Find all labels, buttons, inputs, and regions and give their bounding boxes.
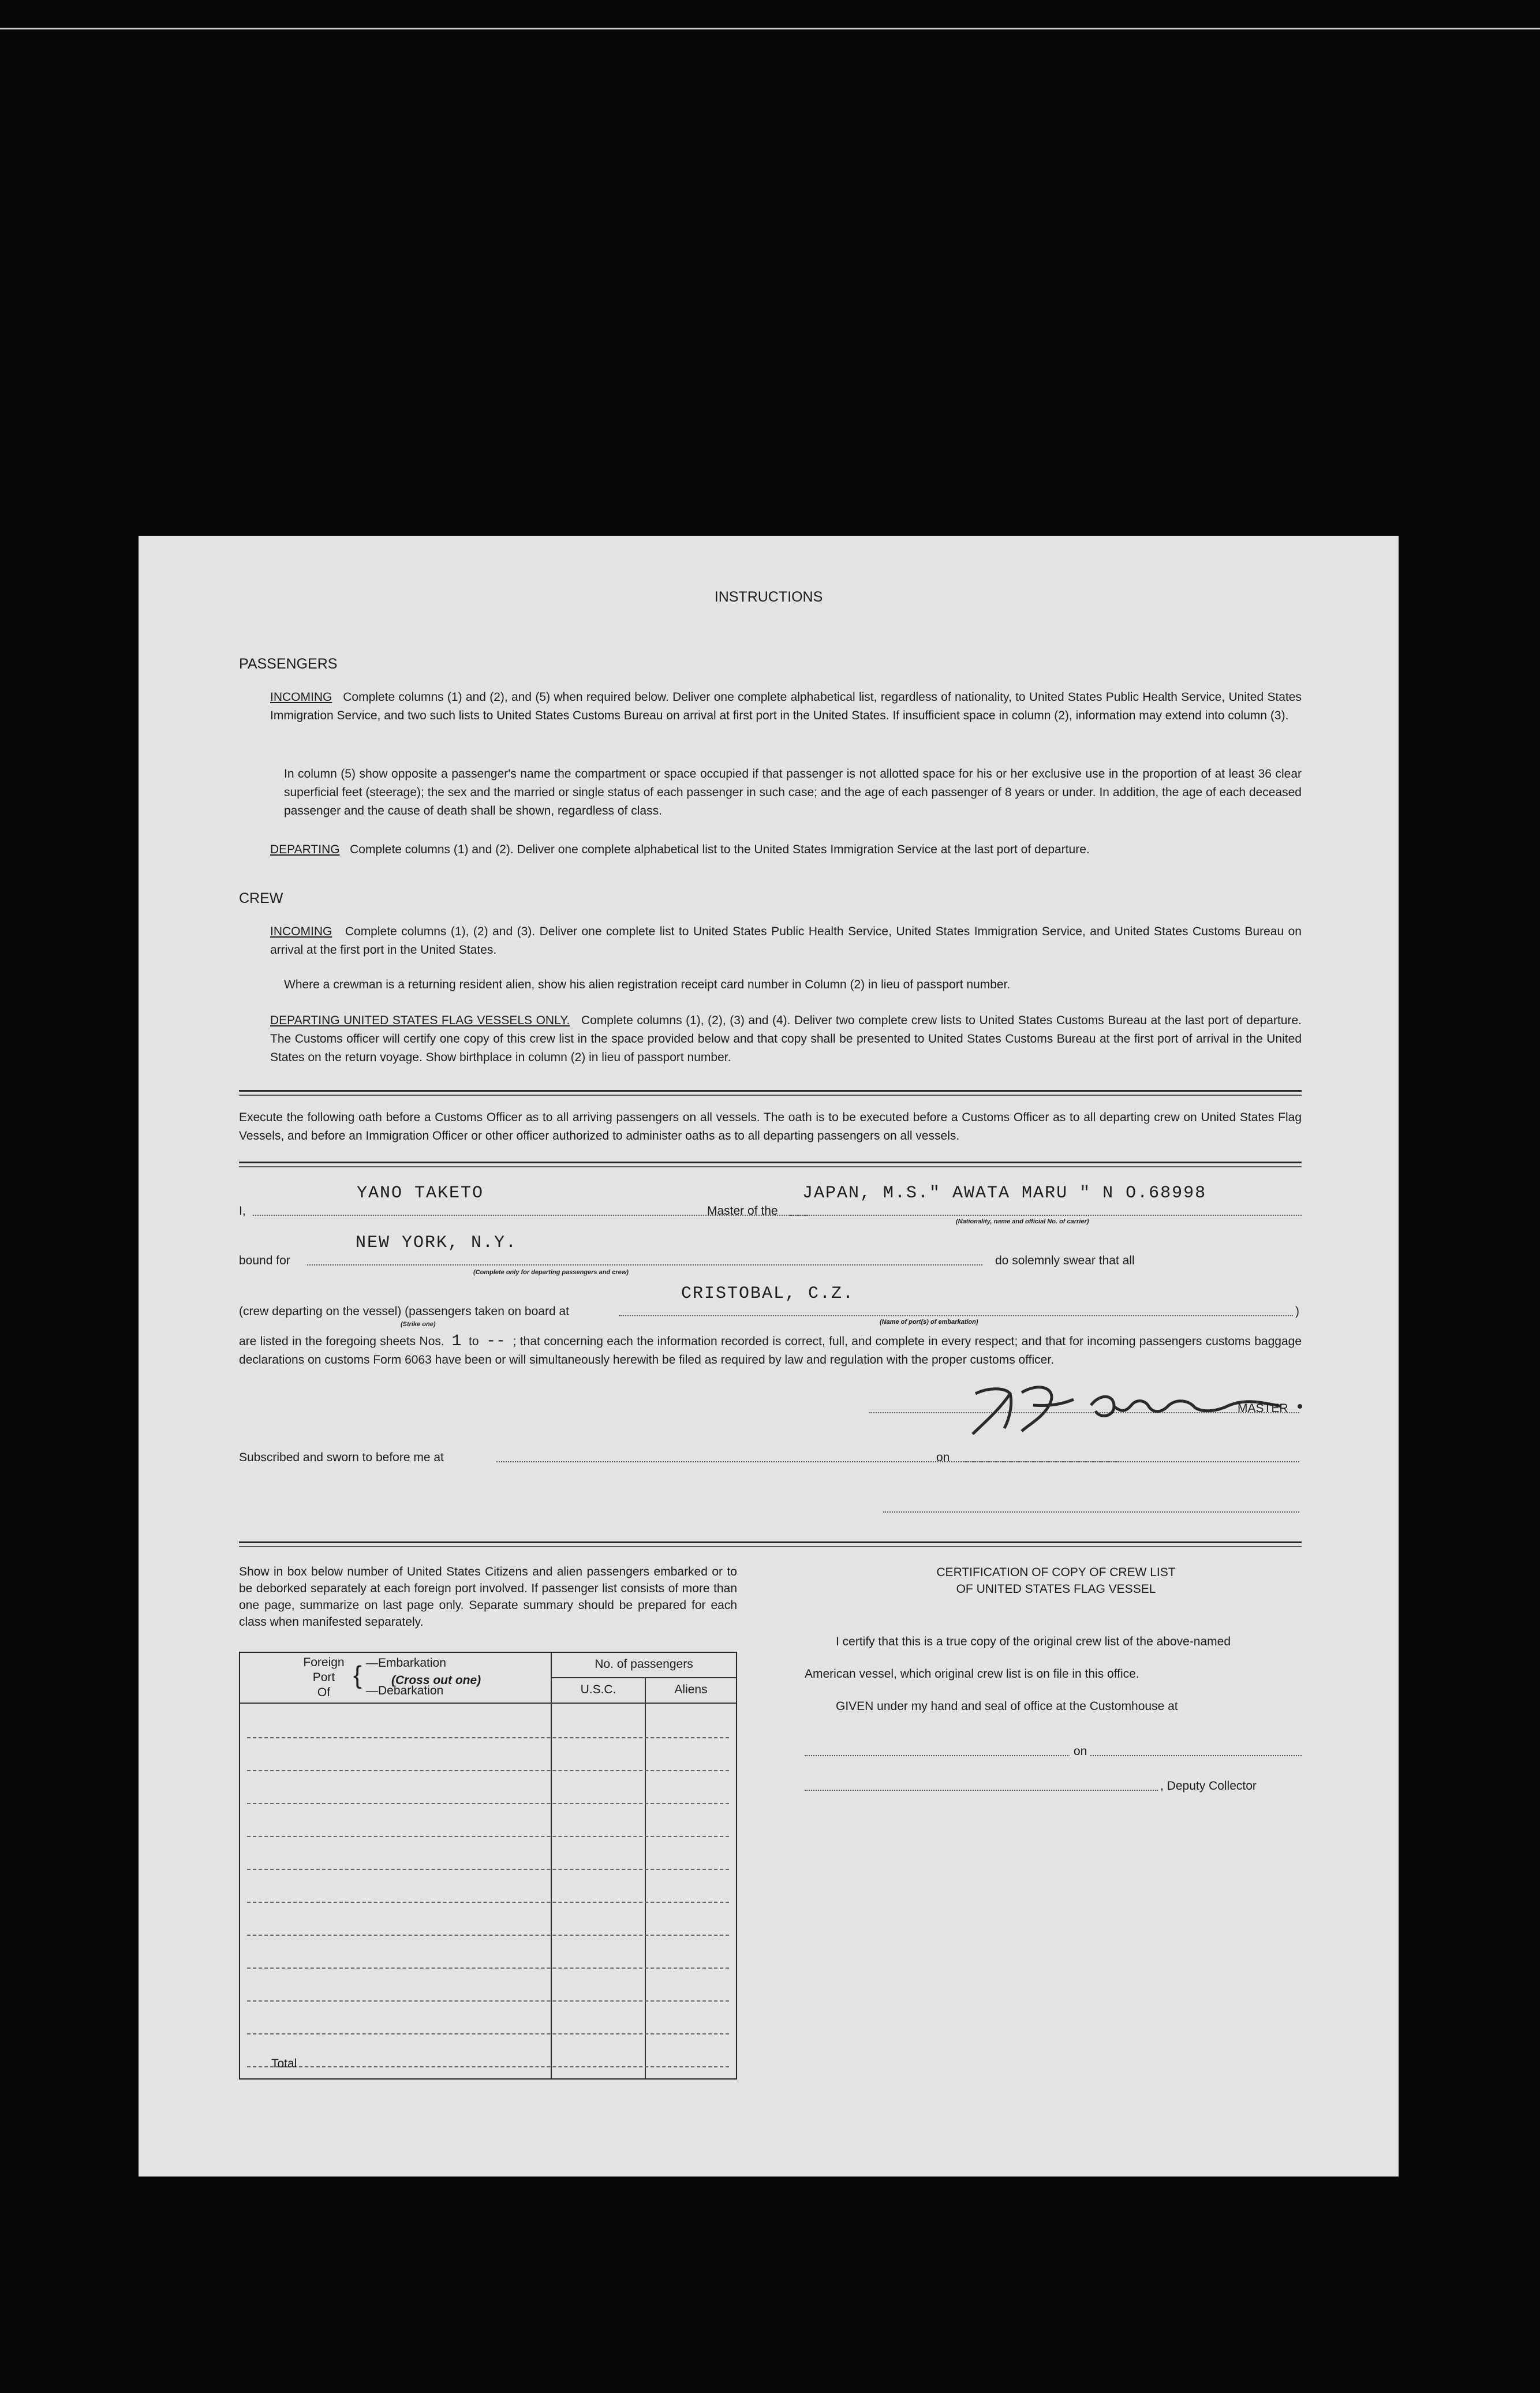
crew-departing-text: Complete columns (1), (2), (3) and (4). Deliver two complete crew lists to United States Customs Bureau at the last port of departure. The Customs officer will certify one copy of this crew list in the space provided below and that copy shall be presented to United States Customs Bureau at the first port of arrival in the United States on the return voyage. Show birthplace in column (2) in lieu of passport number. bbox=[270, 1014, 1302, 1064]
summary-row-line bbox=[247, 2033, 729, 2034]
crew-passengers-label: (crew departing on the vessel) (passengers taken on board at bbox=[239, 1305, 569, 1318]
certification-on-label: on bbox=[1070, 1745, 1090, 1759]
certify-text-2: American vessel, which original crew list is on file in this office. bbox=[805, 1667, 1139, 1681]
bound-for-label: bound for bbox=[239, 1254, 290, 1267]
deputy-collector-line bbox=[805, 1790, 1158, 1791]
passengers-incoming-paragraph bbox=[270, 688, 1302, 725]
summary-divider bbox=[239, 1541, 1302, 1543]
master-label: MASTER bbox=[1238, 1402, 1288, 1415]
summary-row-line bbox=[247, 1869, 729, 1870]
crew-departing-paragraph bbox=[270, 1011, 1302, 1067]
summary-row-line bbox=[247, 1803, 729, 1804]
passengers-column5-paragraph: In column (5) show opposite a passenger's name the compartment or space occupied if that passenger is not allotted space for his or her exclusive use in the proportion of at least 36 clear superficial feet (steerage); the sex and the married or single status of each passenger in such case; and the age of each passenger of 8 years or under. In addition, the age of each deceased passenger and the cause of death shall be shown, regardless of class. bbox=[284, 767, 1302, 817]
bound-for-value: NEW YORK, N.Y. bbox=[356, 1233, 518, 1253]
master-of-label: Master of the bbox=[707, 1204, 778, 1218]
foreign-port-of-label bbox=[298, 1655, 350, 1700]
crew-heading: CREW bbox=[239, 890, 283, 906]
crew-incoming-paragraph bbox=[270, 923, 1302, 960]
listed-rest: ; that concerning each the information recorded is correct, full, and complete in every respect; and that for incoming passengers customs baggage declarations on customs Form 6063 have been or will simultaneously herewith be filed as required by law and regulation with the proper customs officer. bbox=[239, 1335, 1302, 1367]
brace: { bbox=[353, 1661, 362, 1689]
crew-incoming-text: Complete columns (1), (2) and (3). Deliver one complete list to United States Public Health Service, United States Immigration Service, and United States Customs Bureau on arrival at the first port in the United States. bbox=[270, 925, 1302, 957]
certification-title bbox=[810, 1564, 1302, 1597]
instructions-title: INSTRUCTIONS bbox=[714, 589, 823, 605]
sheet-from: 1 bbox=[451, 1332, 462, 1350]
oath-intro: Execute the following oath before a Customs Officer as to all arriving passengers on all vessels. The oath is to be executed before a Customs Officer as to all departing crew on United States Flag Vessels, and before an Immigration Officer or other officer authorized to administer oaths as to all departing passengers on all vessels. bbox=[239, 1111, 1302, 1143]
deputy-collector-label: , Deputy Collector bbox=[1160, 1779, 1257, 1793]
port-note: (Name of port(s) of embarkation) bbox=[880, 1319, 978, 1326]
bound-for-line bbox=[307, 1264, 982, 1265]
port-label: Port bbox=[312, 1671, 335, 1684]
officer-signature-line bbox=[883, 1511, 1299, 1513]
swear-text: do solemnly swear that all bbox=[995, 1254, 1135, 1267]
certification-title-line1: CERTIFICATION OF COPY OF CREW LIST bbox=[936, 1566, 1176, 1579]
subscribed-date-line bbox=[958, 1461, 1299, 1462]
certify-text-1: I certify that this is a true copy of the original crew list of the above-named bbox=[836, 1635, 1231, 1648]
summary-row-line bbox=[247, 1902, 729, 1903]
port-line bbox=[619, 1315, 1293, 1316]
crew-departing-label: DEPARTING UNITED STATES FLAG VESSELS ONLY. bbox=[270, 1014, 570, 1027]
sheet-to: -- bbox=[486, 1332, 506, 1350]
passengers-departing-label: DEPARTING bbox=[270, 843, 340, 856]
summary-instruction: Show in box below number of United States Citizens and alien passengers embarked or to be deborked separately at each foreign port involved. If passenger list consists of more than one page, summarize on last page only. Separate summary should be prepared for each class when manifested separately. bbox=[239, 1565, 737, 1629]
debarkation-label: —Debarkation bbox=[366, 1684, 444, 1697]
oath-divider-thin bbox=[239, 1166, 1302, 1167]
passenger-summary-table bbox=[239, 1652, 737, 2080]
section-divider-thin bbox=[239, 1095, 1302, 1096]
oath-i-label: I, bbox=[239, 1204, 246, 1218]
embarkation-label: —Embarkation bbox=[366, 1656, 446, 1670]
aliens-header: Aliens bbox=[674, 1683, 708, 1696]
cross-out-note: (Cross out one) bbox=[391, 1674, 481, 1687]
passengers-incoming-label: INCOMING bbox=[270, 690, 332, 704]
section-divider bbox=[239, 1090, 1302, 1092]
passengers-departing-text: Complete columns (1) and (2). Deliver one complete alphabetical list to the United States Immigration Service at the last port of departure. bbox=[350, 843, 1090, 856]
summary-row-line bbox=[247, 1968, 729, 1969]
summary-row-line bbox=[247, 1737, 729, 1738]
summary-row-line bbox=[247, 2000, 729, 2002]
subscribed-on-label: on bbox=[936, 1451, 950, 1464]
summary-row-line bbox=[247, 1836, 729, 1837]
crew-resident-paragraph: Where a crewman is a returning resident alien, show his alien registration receipt card number in Column (2) in lieu of passport number. bbox=[284, 978, 1011, 991]
to-label: to bbox=[469, 1335, 479, 1348]
passengers-incoming-text: Complete columns (1) and (2), and (5) when required below. Deliver one complete alphabetical list, regardless of nationality, to United States Public Health Service, United States Immigration Service, and two such lists to United States Customs Bureau on arrival at first port in the United States. If insufficient space in column (2), information may extend into column (3). bbox=[270, 690, 1302, 722]
scan-top-edge bbox=[0, 28, 1540, 29]
oath-divider bbox=[239, 1162, 1302, 1163]
strike-note: (Strike one) bbox=[401, 1321, 436, 1328]
customhouse-line bbox=[805, 1755, 1302, 1756]
crew-incoming-label: INCOMING bbox=[270, 925, 332, 938]
vessel-note: (Nationality, name and official No. of carrier) bbox=[956, 1218, 1089, 1225]
listed-paragraph bbox=[239, 1332, 1302, 1369]
master-name: YANO TAKETO bbox=[357, 1184, 484, 1203]
passengers-departing-paragraph bbox=[270, 841, 1302, 859]
of-label: Of bbox=[317, 1686, 331, 1699]
port-of-embarkation: CRISTOBAL, C.Z. bbox=[681, 1284, 855, 1304]
usc-header: U.S.C. bbox=[580, 1683, 616, 1696]
certification-title-line2: OF UNITED STATES FLAG VESSEL bbox=[956, 1582, 1156, 1596]
total-label: Total bbox=[271, 2057, 297, 2070]
no-of-passengers-header: No. of passengers bbox=[595, 1657, 693, 1671]
document-page bbox=[139, 536, 1399, 2177]
subscribed-label: Subscribed and sworn to before me at bbox=[239, 1451, 444, 1464]
summary-row-line bbox=[247, 1770, 729, 1771]
summary-row-line bbox=[247, 2066, 729, 2067]
passengers-heading: PASSENGERS bbox=[239, 656, 338, 672]
summary-row-line bbox=[247, 1935, 729, 1936]
listed-label: are listed in the foregoing sheets Nos. bbox=[239, 1335, 444, 1348]
given-text: GIVEN under my hand and seal of office at the Customhouse at bbox=[836, 1700, 1178, 1713]
foreign-label: Foreign bbox=[303, 1656, 345, 1669]
summary-divider-thin bbox=[239, 1546, 1302, 1547]
vessel-line bbox=[790, 1215, 1302, 1216]
bound-for-note: (Complete only for departing passengers and crew) bbox=[473, 1269, 629, 1276]
vessel-name: JAPAN, M.S." AWATA MARU " N O.68998 bbox=[802, 1184, 1207, 1203]
close-paren: ) bbox=[1295, 1305, 1299, 1318]
